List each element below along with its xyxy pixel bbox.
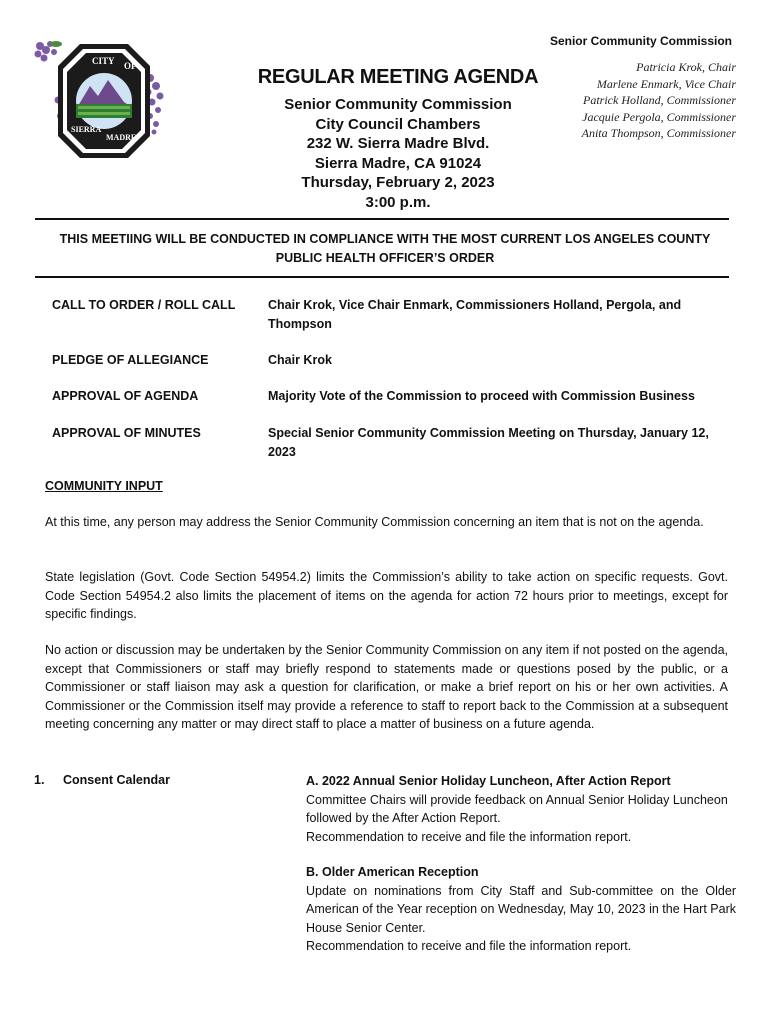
community-input-paragraph: At this time, any person may address the Senior Community Commission concerning an item that is not on the agenda. [45, 515, 704, 529]
consent-item-title: A. 2022 Annual Senior Holiday Luncheon, After Action Report [306, 774, 671, 788]
consent-item-recommendation: Recommendation to receive and file the information report. [306, 939, 632, 954]
divider-rule [35, 276, 729, 278]
commissioner-name: Marlene Enmark, Vice Chair [596, 76, 736, 91]
agenda-header-line: 232 W. Sierra Madre Blvd. [306, 135, 490, 152]
consent-item-b [306, 863, 736, 956]
commissioner-list [582, 59, 736, 142]
commissioner-name: Jacquie Pergola, Commissioner [582, 109, 736, 124]
consent-number: 1. [34, 773, 45, 787]
agenda-item-value: Majority Vote of the Commission to proceed with Commission Business [268, 389, 695, 403]
commissioner-name: Patricia Krok, Chair [636, 60, 736, 74]
city-seal-logo [32, 36, 172, 166]
consent-calendar-label: Consent Calendar [63, 773, 170, 787]
svg-text:OF: OF [124, 61, 137, 71]
header-commission-label: Senior Community Commission [549, 34, 732, 48]
commissioner-name: Anita Thompson, Commissioner [581, 126, 736, 140]
community-input-heading: COMMUNITY INPUT [45, 479, 163, 493]
svg-text:SIERRA: SIERRA [71, 125, 102, 134]
commissioner-name: Patrick Holland, Commissioner [583, 93, 736, 107]
divider-rule [35, 218, 729, 220]
compliance-notice: THIS MEETIING WILL BE CONDUCTED IN COMPLIANCE WITH THE MOST CURRENT LOS ANGELES COUNTY PUBLIC HEALTH OFFICER’S ORDER [59, 232, 711, 265]
community-input-paragraph: No action or discussion may be undertaken by the Senior Community Commission on any item if not posted on the agenda, except that Commissioners or staff may briefly respond to statements made or questions posed by the public, or a Commissioner or staff liaison may ask a question for clarification, or make a brief report on his or her own activities. A Commissioner or the Commission itself may provide a reference to staff to report back to the Commission at a subsequent meeting concerning any matter or may direct staff to place a matter of business on a future agenda. [45, 643, 728, 732]
agenda-item-value: Special Senior Community Commission Meeting on Thursday, January 12, 2023 [268, 426, 709, 459]
agenda-header-line: Thursday, February 2, 2023 [301, 174, 495, 191]
agenda-item-label: PLEDGE OF ALLEGIANCE [52, 353, 209, 367]
agenda-header-line: City Council Chambers [315, 115, 481, 133]
consent-item-a [306, 772, 736, 846]
agenda-title-block [250, 66, 546, 212]
agenda-item-value: Chair Krok [268, 353, 332, 367]
svg-text:MADRE: MADRE [106, 133, 137, 142]
agenda-header-line: 3:00 p.m. [365, 193, 431, 211]
agenda-item-label: APPROVAL OF MINUTES [52, 426, 201, 440]
consent-item-body: Update on nominations from City Staff and Sub-committee on the Older American of the Year reception on Wednesday, May 10, 2023 in the Hart Park House Senior Center. [306, 883, 736, 935]
consent-item-title: B. Older American Reception [306, 865, 479, 879]
consent-item-body: Committee Chairs will provide feedback on Annual Senior Holiday Luncheon followed by the After Action Report. [306, 792, 728, 826]
agenda-item-label: CALL TO ORDER / ROLL CALL [52, 298, 236, 312]
agenda-item-value: Chair Krok, Vice Chair Enmark, Commissioners Holland, Pergola, and Thompson [268, 298, 682, 331]
agenda-header-line: Senior Community Commission [284, 96, 512, 113]
svg-text:CITY: CITY [92, 56, 115, 66]
community-input-paragraph: State legislation (Govt. Code Section 54954.2) limits the Commission’s ability to take action on specific requests. Govt. Code Section 54954.2 also limits the placement of items on the agenda for action 72 hours prior to meetings, except for specific findings. [45, 570, 728, 622]
agenda-title: REGULAR MEETING AGENDA [257, 66, 539, 88]
agenda-header-line: Sierra Madre, CA 91024 [314, 154, 482, 172]
consent-item-recommendation: Recommendation to receive and file the information report. [306, 829, 632, 844]
agenda-item-label: APPROVAL OF AGENDA [52, 389, 199, 403]
